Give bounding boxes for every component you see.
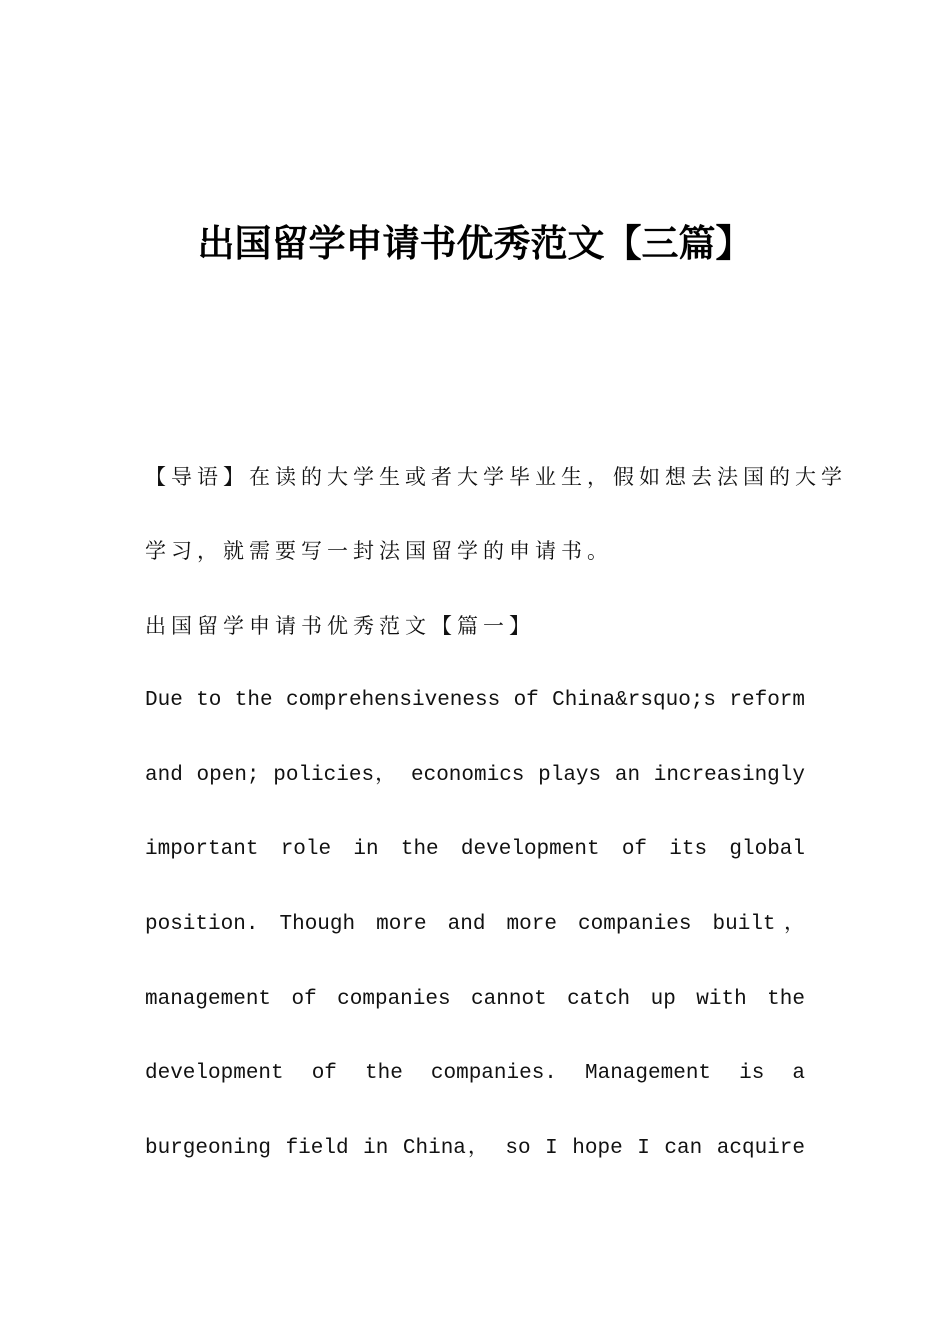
body-line-1: Due to the comprehensiveness of China&rsquo;s reform [145,689,805,712]
document-title: 出国留学申请书优秀范文【三篇】 [197,222,753,265]
intro-line-1: 【导语】在读的大学生或者大学毕业生，假如想去法国的大学 [145,465,847,489]
body-line-5: management of companies cannot catch up with the [145,988,805,1011]
intro-line-2: 学习，就需要写一封法国留学的申请书。 [145,539,613,563]
body-line-2: and open; policies， economics plays an increasingly [145,764,805,787]
body-line-6: development of the companies. Management is a [145,1062,805,1085]
body-line-3: important role in the development of its global [145,838,805,861]
body-line-7: burgeoning field in China， so I hope I can acquire [145,1137,805,1160]
section-heading: 出国留学申请书优秀范文【篇一】 [145,614,535,638]
body-line-4: position. Though more and more companies built， [145,913,805,936]
